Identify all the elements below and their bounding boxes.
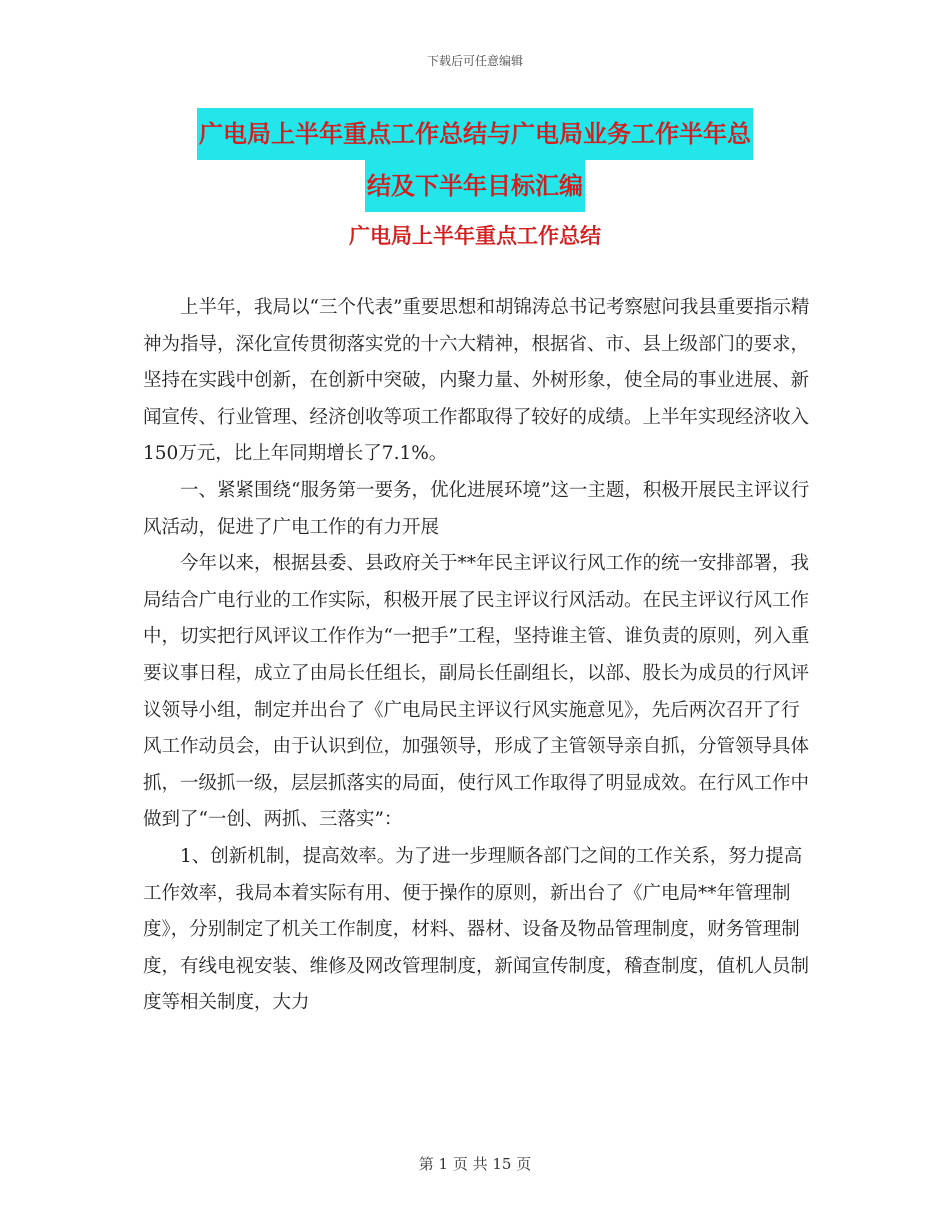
document-title-line-1: 广电局上半年重点工作总结与广电局业务工作半年总 [197,108,753,160]
paragraph-4: 1、创新机制，提高效率。为了进一步理顺各部门之间的工作关系，努力提高工作效率，我局本着实际有用、便于操作的原则，新出台了《广电局**年管理制度》，分别制定了机关工作制度，材料、器材、设备及物品管理制度，财务管理制度，有线电视安装、维修及网改管理制度，新闻宣传制度，稽查制度，值机人员制度等相关制度，大力 [143,845,810,1014]
document-title [0,108,950,212]
paragraph-2: 一、紧紧围绕“服务第一要务，优化进展环境”这一主题，积极开展民主评议行风活动，促进了广电工作的有力开展 [143,479,810,538]
section-title: 广电局上半年重点工作总结 [349,223,601,248]
body-text [143,290,815,1022]
header-note: 下载后可任意编辑 [426,54,523,68]
document-title-line-2: 结及下半年目标汇编 [365,160,585,212]
paragraph-1: 上半年，我局以“三个代表”重要思想和胡锦涛总书记考察慰问我县重要指示精神为指导，深化宣传贯彻落实党的十六大精神，根据省、市、县上级部门的要求，坚持在实践中创新，在创新中突破，内聚力量、外树形象，使全局的事业进展、新闻宣传、行业管理、经济创收等项工作都取得了较好的成绩。上半年实现经济收入150万元，比上年同期增长了7.1%。 [143,297,810,465]
paragraph-3: 今年以来，根据县委、县政府关于**年民主评议行风工作的统一安排部署，我局结合广电行业的工作实际，积极开展了民主评议行风活动。在民主评议行风工作中，切实把行风评议工作作为“一把手”工程，坚持谁主管、谁负责的原则，列入重要议事日程，成立了由局长任组长，副局长任副组长，以部、股长为成员的行风评议领导小组，制定并出台了《广电局民主评议行风实施意见》，先后两次召开了行风工作动员会，由于认识到位，加强领导，形成了主管领导亲自抓，分管领导具体抓，一级抓一级，层层抓落实的局面，使行风工作取得了明显成效。在行风工作中做到了“一创、两抓、三落实”： [143,553,810,831]
page-footer: 第 1 页 共 15 页 [418,1155,532,1173]
